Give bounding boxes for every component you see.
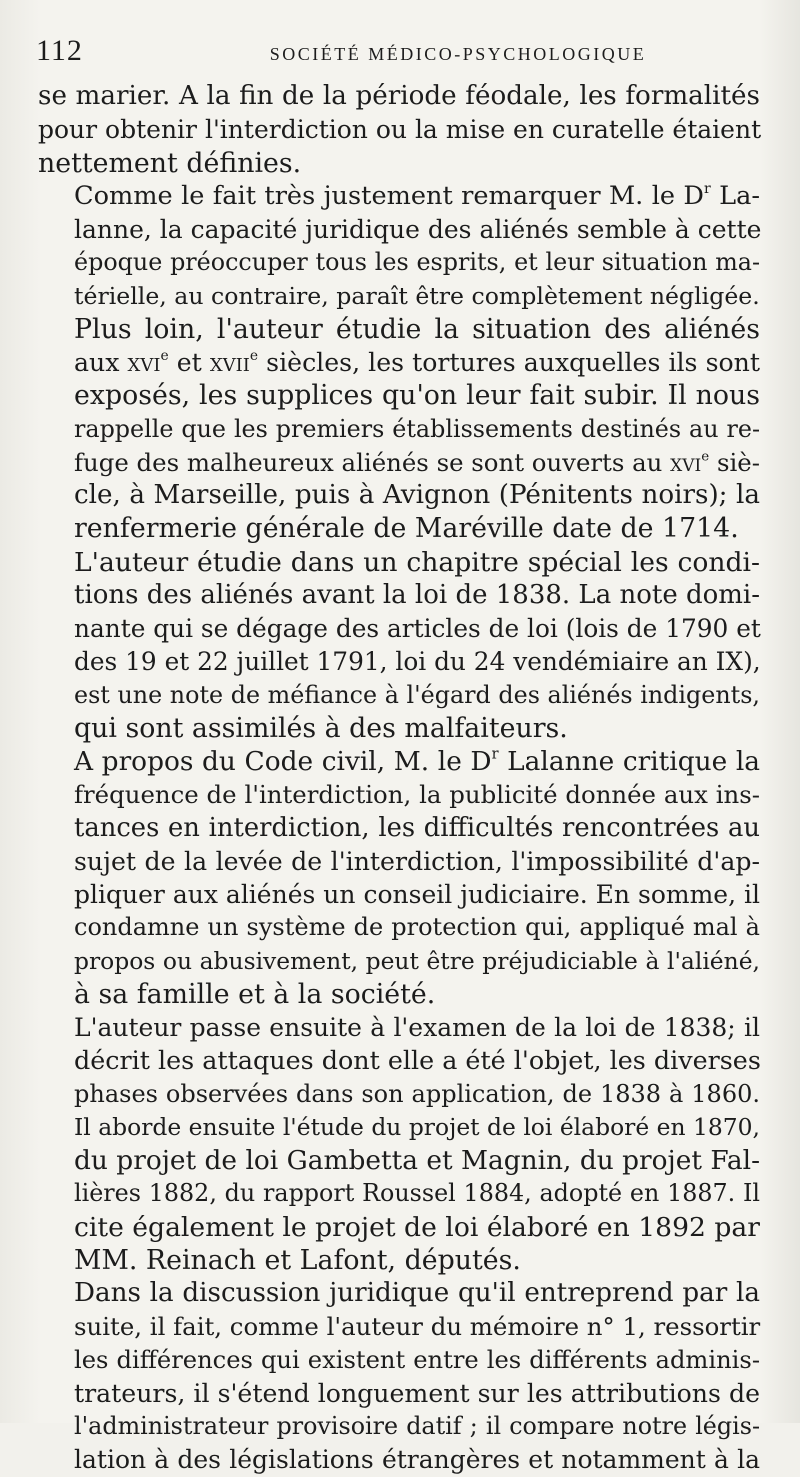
text-line: à sa famille et à la société. — [74, 978, 436, 1010]
text-line: pour obtenir l'interdiction ou la mise en curatelle étaient — [38, 115, 762, 145]
text-line: phases observées dans son application, de 1838 à 1860. — [74, 1079, 760, 1108]
text-line: qui sont assimilés à des malfaiteurs. — [74, 712, 568, 744]
text-line: Il aborde ensuite l'étude du projet de loi élaboré en 1870, — [74, 1112, 760, 1141]
text-line: rappelle que les premiers établissements destinés au re- — [74, 414, 760, 443]
text-line: l'administrateur provisoire datif ; il compare notre légis- — [74, 1412, 760, 1440]
text-line: MM. Reinach et Lafont, députés. — [74, 1244, 521, 1276]
paragraph — [38, 1011, 760, 1277]
text-line: lation à des législations étrangères et notamment à la — [74, 1445, 760, 1475]
body-text — [38, 80, 760, 1477]
text-line: fuge des malheureux aliénés se sont ouverts au xvi$^e$ siè- — [74, 447, 760, 477]
text-line: époque préoccuper tous les esprits, et leur situation ma- — [74, 248, 760, 277]
text-line: tions des aliénés avant la loi de 1838. La note domi- — [74, 579, 761, 610]
text-line: lières 1882, du rapport Roussel 1884, adopté en 1887. Il — [74, 1179, 760, 1208]
text-line: renfermerie générale de Maréville date de 1714. — [74, 513, 739, 545]
text-line: condamne un système de protection qui, appliqué mal à — [74, 913, 760, 942]
text-line: nettement définies. — [38, 147, 302, 179]
text-line: des 19 et 22 juillet 1791, loi du 24 vendémiaire an IX), — [74, 647, 761, 677]
text-line: L'auteur étudie dans un chapitre spécial les condi- — [74, 546, 760, 578]
text-line: se marier. A la fin de la période féodale, les formalités — [38, 81, 760, 111]
text-line: cle, à Marseille, puis à Avignon (Pénitents noirs); la — [74, 480, 760, 510]
text-line: décrit les attaques dont elle a été l'objet, les diverses — [74, 1045, 761, 1076]
text-line: fréquence de l'interdiction, la publicité donnée aux ins- — [74, 780, 760, 810]
text-line: térielle, au contraire, paraît être complètement négligée. — [74, 281, 760, 310]
text-line: trateurs, il s'étend longuement sur les attributions de — [74, 1378, 760, 1408]
text-line: lanne, la capacité juridique des aliénés semble à cette — [74, 215, 762, 244]
paragraph — [38, 80, 760, 180]
text-line: nante qui se dégage des articles de loi (lois de 1790 et — [74, 614, 761, 643]
text-line: L'auteur passe ensuite à l'examen de la loi de 1838; il — [74, 1013, 760, 1042]
text-line: est une note de méfiance à l'égard des aliénés indigents, — [74, 680, 760, 709]
text-line: pliquer aux aliénés un conseil judiciaire. En somme, il — [74, 880, 760, 909]
text-line: cite également le projet de loi élaboré en 1892 par — [74, 1211, 760, 1243]
text-line: A propos du Code civil, M. le $D^r$ Lalanne critique la — [74, 746, 760, 777]
running-head: SOCIÉTÉ MÉDICO-PSYCHOLOGIQUE — [269, 44, 647, 64]
paragraph — [38, 546, 760, 746]
paragraph — [38, 1277, 760, 1477]
text-line: sujet de la levée de l'interdiction, l'impossibilité d'ap- — [74, 846, 760, 876]
paragraph — [38, 180, 760, 313]
text-line: suite, il fait, comme l'auteur du mémoire n° 1, ressortir — [74, 1312, 761, 1342]
page-number: 112 — [36, 34, 83, 67]
text-line: du projet de loi Gambetta et Magnin, du projet Fal- — [74, 1145, 760, 1176]
text-line: Comme le fait très justement remarquer M. le $D^r$ La- — [74, 180, 760, 211]
page-header — [36, 34, 760, 74]
paragraph — [38, 745, 760, 1011]
text-line: les différences qui existent entre les différents adminis- — [74, 1345, 760, 1374]
text-line: aux xvi$^e$ et xvii$^e$ siècles, les tortures auxquelles ils sont — [74, 347, 760, 377]
text-line: tances en interdiction, les difficultés rencontrées au — [74, 812, 760, 843]
text-line: propos ou abusivement, peut être préjudiciable à l'aliéné, — [74, 946, 760, 975]
paragraph — [38, 313, 760, 546]
text-line: Dans la discussion juridique qu'il entreprend par la — [74, 1278, 760, 1308]
text-line: Plus loin, l'auteur étudie la situation des aliénés — [74, 313, 760, 345]
text-line: exposés, les supplices qu'on leur fait subir. Il nous — [74, 380, 760, 412]
